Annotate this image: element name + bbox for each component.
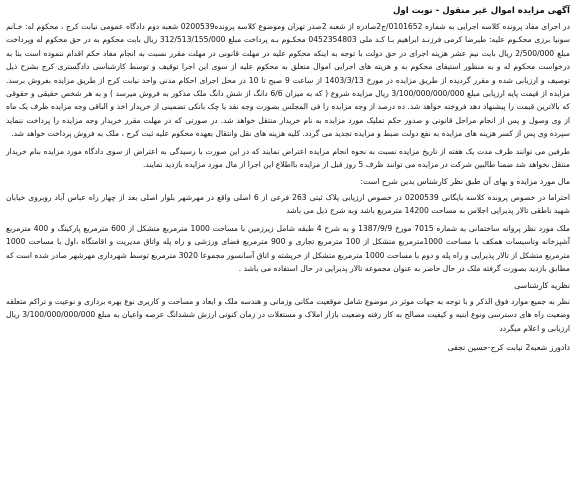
- paragraph-building-permit: ملک مورد نظر پروانه ساختمانی به شماره 7015 مورخ 1387/9/9 و به شرح 4 طبقه شامل زیرزمین با مساحت 1000 مترمربع متشکل از 600 مترمربع پارکینگ و 400 مترمربع آشپزخانه وتاسیسات همکف با مساحت 1000مترمربع متشکل از 100 مترمربع تجاری و 900 مترمربع فضای ورزشی و راه پله واتاق مدیریت و اقامتگاه ،اول با مساحت 1000 مترمربع متشکل از تالار پذیرایی و راه پله و دوم با مساحت 1000 مترمربع متشکل از خرپشته و اتاق آسانسور مجموعا 3020 مترمربع توسط شهرداری مهرشهر صادر شده است که مطابق بازدید بصورت گرفته ملک در حال حاضر به عنوان مجموعه تالار پذیرایی در حال استفاده می باشد .: [6, 223, 570, 273]
- signature-line: دادورز شعبه2 نیابت کرج-حسین نجفی: [447, 342, 570, 352]
- paragraph-objection-notice: طرفین می توانند ظرف مدت یک هفته از تاریخ مزایده نسبت به نحوه انجام مزایده اعتراض نمایند که در این صورت با رسیدگی به اعتراض از سوی دادگاه مورد مزایده بنام خریدار منتقل نخواهد شد ضمنا طالبین شرکت در مزایده می توانند ظرف 5 روز قبل از مزایده بااطلاع این اجرا از مال مورد مزایده بازدید نمایند.: [6, 146, 570, 170]
- heading-property-description: مال مورد مزایده و بهای آن طبق نظر کارشناس بدین شرح است:: [360, 177, 570, 187]
- heading-expert-opinion: نظریه کارشناسی: [514, 281, 570, 291]
- paragraph-expert-valuation: نظر به جمیع موارد فوق الذکر و با توجه به جهات موثر در موضوع شامل موقعیت مکانی وزمانی و هندسه ملک و ابعاد و مساحت و کاربری نوع بهره برداری و نوعیت و تراکم متعلقه وضعیت راه های دسترسی ونوع ابنیه و کیفیت مصالح به کار رفته وضعیت بازار املاک و مستغلات در زمان کنونی ارزش ششدانگ عرصه واعیان به مبلغ 3/100/000/000/000 ریال ارزیابی و اعلام میگردد: [6, 296, 570, 333]
- paragraph-auction-terms: در اجرای مفاد پرونده کلاسه اجرایی به شماره 0101652/ج2صادره از شعبه 2صدر تهران وموضوع کلاسه پرونده0200539 شعبه دوم دادگاه عمومی نیابت کرج ، محکوم له: خـانم سونیا برزی محکـوم علیه: طیرضا کرمی فرزنـد ابراهیم بـا کـد ملی 0452354803 محکـوم بـه پرداخت مبلغ 312/513/155/000 ریال بابت محکوم به در حق محکوم له وپرداخت مبلغ 2/500/000 ریال بابت نیم عشر هزینه اجرای در حق دولت با توجه به اینکه محکوم علیه در مهلت قانونی در مهلت مقرر نسبت به انجام مفاد حکم اقدام ننموده است بنا به درخواست محکوم له و به منظور استیفای محکوم به و هزینه های اجرایی اموال متعلق به محکوم علیه از سوی این اجرا توقیف و توسط کارشناسی دادگستری کرج بشرح ذیل توصیف و ارزیابی شده و مقرر گردیده از طریق مزایده در مورخ 1403/3/13 از ساعت 9 صبح تا 10 در محل اجرای احکام مدنی واحد نیابت کرج از طریق مزایده بفروش برسد. مزایده از قیمت پایه ارزیابی مبلغ 3/100/000/000/000 ریال مزایده شروع ( که به میزان 6/6 دانگ از شش دانگ ملک مذکور به فروش میرسد ) و به هر شخص حقیقی و حقوقی که بالاترین قیمت را پیشنهاد دهد فروخته خواهد شد. ده درصد از وجه مزایده را فی المجلس بصورت وجه نقد یا چک بانکی تضمینی از خریدار اخذ و الباقی وجه مزایده ظرف یک ماه از وی وصول و پس از انجام مراحل قانونی و صدور حکم تملیک مورد مزایده به نام خریدار منتقل خواهد شد. در صورتی که در مهلت مقرر خریدار وجه مزایده را پرداخت ننماید سپرده وی پس از کسر هزینه های مزایده به نفع دولت ضبط و مزایده تجدید می گردد. کلیه هزینه های نقل وانتقال بعهده محکوم علیه ثبت کرج ، ملک به فروش پرداخت خواهد شد.: [6, 22, 571, 139]
- paragraph-property-plaque: احتراما در خصوص پرونده کلاسه بایگانی 0200539 در خصوص ارزیابی پلاک ثبتی 263 فرعی از 6 اصلی واقع در مهرشهر بلوار اصلی بعد از چهار راه عباس آباد روبروی خیابان شهید ناطقی تالار پذیرایی اجلاس به مساحت 14200 مترمربع باشد وبه شرح ذیل می باشد: [6, 192, 571, 216]
- document-title: آگهی مزایده اموال غیر منقول - نوبت اول: [392, 6, 570, 16]
